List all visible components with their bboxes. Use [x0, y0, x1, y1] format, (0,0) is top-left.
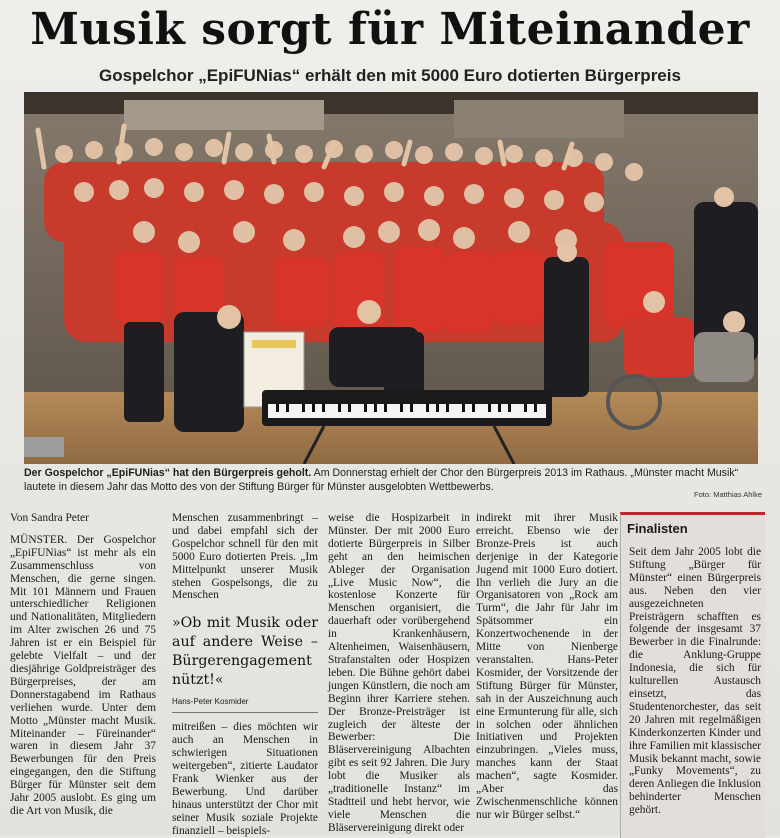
column-2-text-bottom: mitreißen – dies möchten wir auch an Menschen in schwierigen Situationen weitergeben“, zitierte Laudator Frank Wienker aus der Bewerbung. Und darüber hinaus unterstützt der Chor mit seiner Musik soziale Projekte finanziell – beispiels- [172, 721, 318, 837]
column-1-text: MÜNSTER. Der Gospelchor „EpiFUNias“ ist mehr als ein Zusammenschluss von Menschen, die gerne singen. Mit 101 Männern und Frauen unterschiedlicher Religionen und Nationalitäten, Mitgliedern im Alter zwischen 26 und 75 Jahren ist er ein Beispiel für gelebte Vielfalt – und der diesjährige Goldpreisträger des Bürgerpreises, der am Donnerstagabend im Rathaus verliehen wurde. Unter dem Motto „Münster macht Musik. Miteinander – Füreinander“ waren in diesem Jahr 37 Bewerbungen für den Preis eingegangen, den die Stiftung Bürger für Münster seit dem Jahr 2005 auslobt. Es ging um die Art von Musik, die [10, 533, 156, 817]
column-2-text-top: Menschen zusammenbringt – und dabei empfahl sich der Gospelchor schnell für den mit 5000 Euro dotierten Preis. „Im Mittelpunkt unserer Musik stehen Gospelsongs, die zu Menschen [172, 512, 318, 602]
choir-photo [24, 92, 758, 464]
caption-body: Am Donnerstag erhielt der Chor den Bürgerpreis 2013 im Rathaus. „Münster macht Musik“ lautete in diesem Jahr das Motto des von der Stiftung Bürger für Münster ausgelobten Wettbewerbs. [24, 467, 739, 493]
finalists-box [620, 512, 765, 838]
article-column-4 [476, 512, 618, 822]
article-column-1 [10, 512, 156, 818]
subheadline: Gospelchor „EpiFUNias“ erhält den mit 5000 Euro dotierten Bürgerpreis [99, 66, 681, 85]
photo-caption [24, 466, 764, 494]
article-column-2 [172, 512, 318, 837]
headline: Musik sorgt für Miteinander [30, 4, 750, 55]
photo-credit: Foto: Matthias Ahlke [694, 490, 762, 499]
pull-quote: »Ob mit Musik oder auf andere Weise – Bürgerengagement nützt!« [172, 615, 318, 689]
quote-author: Hans-Peter Kosmider [172, 696, 318, 713]
finalists-title: Finalisten [627, 521, 688, 536]
column-3-text: weise die Hospizarbeit in Münster. Der mit 2000 Euro dotierte Bürgerpreis in Silber geht an den heimischen Ableger der Organisation „Live Music Now“, die kostenlose Konzerte für Menschen organisiert, die dauerhaft oder vorübergehend in Krankenhäusern, Altenheimen, Waisenhäusern, Strafanstalten oder Hospizen leben. Die Bühne gehört dabei jungen Künstlern, die noch am Beginn ihrer Karriere stehen. Der Bronze-Preisträger ist zugleich der älteste der Bewerber: Die Bläservereinigung Albachten gibt es seit 92 Jahren. Die Jury lobt die Musiker als „traditionelle Instanz“ im Stadtteil und hebt hervor, wie viele Menschen die Bläservereinigung direkt oder [328, 512, 470, 834]
finalists-text: Seit dem Jahr 2005 lobt die Stiftung „Bürger für Münster“ einen Bürgerpreis aus. Neben den vier ausgezeichneten Preisträgern schafften es folgende der insgesamt 37 Bewerber in die Finalrunde: die Anklung-Gruppe Indonesia, die sich für kulturellen Austausch einsetzt, das Studentenorchester, das seit 20 Jahren mit regelmäßigen Kinderkonzerten Kinder und ihre Familien mit klassischer Musik bekannt macht, sowie „Funky Movements“, zu deren Anliegen die Inklusion behinderter Menschen gehört. [629, 546, 761, 817]
article-column-3 [328, 512, 470, 835]
byline: Von Sandra Peter [10, 512, 89, 524]
column-4-text: indirekt mit ihrer Musik erreicht. Ebenso wie der Bronze-Preis ist auch derjenige in der Kategorie Jugend mit 1000 Euro dotiert. Ihn verlieh die Jury an die Organisatoren von „Rock am Turm“, die Jahr für Jahr im Spätsommer ein Konzertwochenende in der Mitte von Nienberge veranstalten. Hans-Peter Kosmider, der Vorsitzende der Stiftung Bürger für Münster, sah in der Auszeichnung auch eine Ermunterung für alle, sich in solchen oder ähnlichen Initiativen und Projekten einzubringen. „Vieles muss, manches kann der Staat machen“, sagte Kosmider. „Aber das Zwischenmenschliche können nur wir Bürger selbst.“ [476, 512, 618, 821]
caption-lead: Der Gospelchor „EpiFUNias“ hat den Bürgerpreis geholt. [24, 467, 312, 479]
